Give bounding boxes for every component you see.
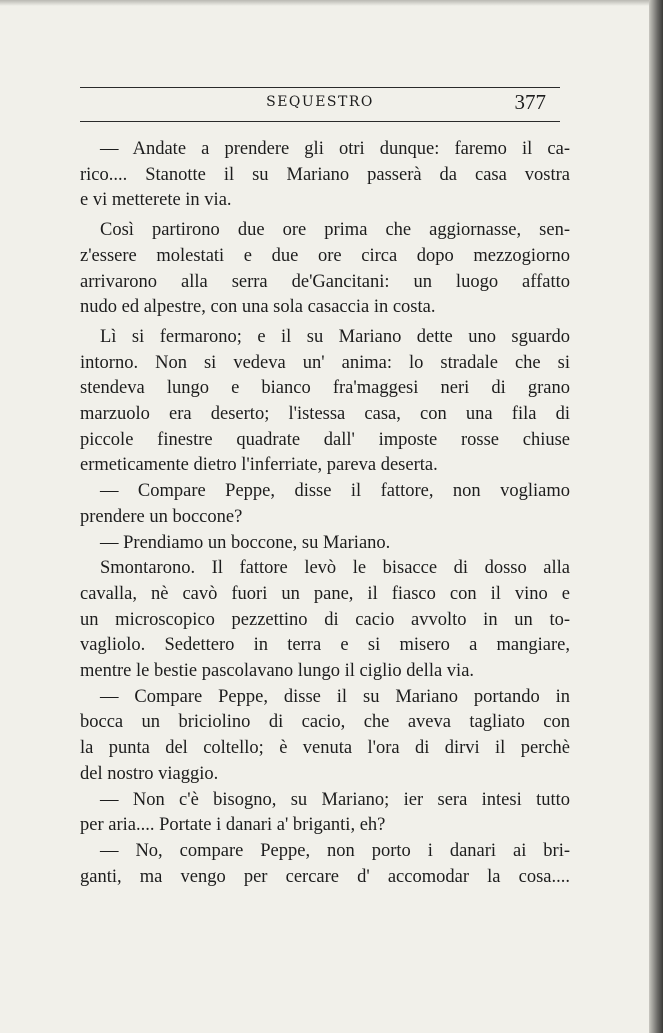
text-line: — Non c'è bisogno, su Mariano; ier sera intesi tutto	[100, 789, 570, 810]
running-title: SEQUESTRO	[266, 94, 374, 110]
text-line: piccole finestre quadrate dall' imposte rosse chiuse	[80, 429, 570, 450]
text-line: z'essere molestati e due ore circa dopo mezzogiorno	[80, 245, 570, 266]
text-line: stendeva lungo e bianco fra'maggesi neri di grano	[80, 378, 570, 399]
text-line: — Compare Peppe, disse il fattore, non vogliamo	[100, 481, 570, 502]
text-line: rico.... Stanotte il su Mariano passerà da casa vostra	[80, 164, 570, 185]
text-line: Lì si fermarono; e il su Mariano dette uno sguardo	[100, 326, 570, 347]
text-line: prendere un boccone?	[80, 506, 243, 527]
header-rule-bottom	[80, 121, 560, 122]
text-line: vagliolo. Sedettero in terra e si misero a mangiare,	[80, 635, 570, 656]
text-line: Smontarono. Il fattore levò le bisacce di dosso alla	[100, 558, 570, 579]
header-rule-top	[80, 87, 560, 88]
text-line: e vi metterete in via.	[80, 190, 232, 211]
text-line: — No, compare Peppe, non porto i danari ai bri-	[100, 840, 570, 861]
text-line: nudo ed alpestre, con una sola casaccia in costa.	[80, 297, 436, 318]
text-line: ermeticamente dietro l'inferriate, pareva deserta.	[80, 455, 438, 476]
text-line: cavalla, nè cavò fuori un pane, il fiasco con il vino e	[80, 583, 570, 604]
text-line: per aria.... Portate i danari a' briganti, eh?	[80, 815, 386, 836]
page-number: 377	[514, 90, 546, 114]
text-line: intorno. Non si vedeva un' anima: lo stradale che si	[80, 352, 570, 373]
text-line: bocca un briciolino di cacio, che aveva tagliato con	[80, 712, 570, 733]
text-line: del nostro viaggio.	[80, 763, 219, 784]
running-header	[80, 90, 560, 118]
page-binding-shadow	[649, 0, 663, 1033]
text-line: Così partirono due ore prima che aggiornasse, sen-	[100, 220, 570, 241]
text-line: un microscopico pezzettino di cacio avvolto in un to-	[80, 609, 570, 630]
text-line: ganti, ma vengo per cercare d' accomodar la cosa....	[80, 866, 570, 887]
text-line: mentre le bestie pascolavano lungo il ciglio della via.	[80, 661, 475, 682]
page-top-shadow	[0, 0, 663, 6]
text-line: la punta del coltello; è venuta l'ora di dirvi il perchè	[80, 738, 570, 759]
text-line: — Andate a prendere gli otri dunque: faremo il ca-	[100, 139, 570, 159]
text-line: arrivarono alla serra de'Gancitani: un luogo affatto	[80, 271, 570, 292]
text-line: — Prendiamo un boccone, su Mariano.	[100, 532, 391, 553]
text-line: — Compare Peppe, disse il su Mariano portando in	[100, 686, 570, 707]
text-line: marzuolo era deserto; l'istessa casa, con una fila di	[80, 404, 570, 425]
body-text	[80, 137, 570, 890]
